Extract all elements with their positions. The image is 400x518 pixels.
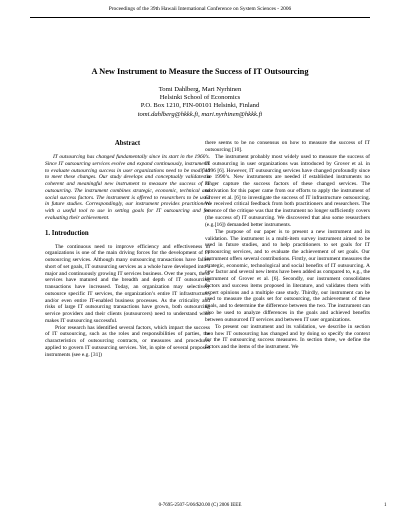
- author-names: Tomi Dahlberg, Mari Nyrhinen: [158, 86, 242, 93]
- author-block: [0, 86, 400, 119]
- copyright-footer: 0-7695-2507-5/06/$20.00 (C) 2006 IEEE: [158, 503, 242, 508]
- introduction-body: [45, 244, 210, 359]
- abstract-heading: Abstract: [114, 140, 141, 147]
- body-paragraph: The purpose of our paper is to present a new instrument and its validation. The instrument is a multi-item survey instrument aimed to be used in future studies, and to help practitioners to set goals for IT outsourcing services, and to evaluate the achievement of set goals. Our instrument offers several contributions. Firstly, our instrument measures the strategic, economic, technological and social benefits of IT outsourcing. A new factor and several new items have been added as compared to, e.g., the instrument of Grover et al. [6]. Secondly, our instrument consolidates factors and success items proposed in literature, and validates them with expert opinions and a multiple case study. Thirdly, our instrument can be used to measure the goals set for outsourcing, the achievement of these goals, and to determine the difference between the two. The instrument can also be used to analyze differences in the goals and achieved benefits between outsourced IT services and between IT user organizations.: [205, 228, 370, 323]
- abstract-body: [45, 154, 210, 222]
- abstract-paragraph: IT outsourcing has changed fundamentally since its start in the 1960’s. Since IT outsourcing services evolve and expand continuously, instruments to evaluate outsourcing success in user organizations need to be modified to meet these changes. Our study develops and conceptually validates a coherent and meaningful new instrument to measure the success of IT outsourcing. The instrument combines strategic, economic, technical and social success factors. The instrument is offered to researchers to be used in future studies. Correspondingly, our instrument provides practitioners with a useful tool to use in setting goals for IT outsourcing and for evaluating their achievement.: [45, 154, 210, 221]
- right-column: [205, 140, 370, 351]
- postal-address: P.O. Box 1210, FIN-00101 Helsinki, Finland: [140, 102, 260, 110]
- body-paragraph: The continuous need to improve efficiency and effectiveness in organizations is one of the main driving forces for the development of IT outsourcing services. Although many outsourcing transactions have fallen short of set goals, IT outsourcing services as a whole have developed into a major and continuously growing IT services business. Over the years, these services have matured and the breadth and depth of IT outsourcing transactions have increased. Today, an organization may selectively outsource specific IT services, the organization’s entire IT infrastructure, and/or even entire IT-enabled business processes. As the criticality and risks of large IT outsourcing transactions have grown, both outsourcing service providers and their clients (outsourcers) need to understand what makes IT outsourcing successful.: [45, 243, 210, 324]
- proceedings-header: Proceedings of the 39th Hawaii International Conference on System Sciences - 2006: [108, 6, 292, 12]
- introduction-heading: 1. Introduction: [45, 229, 89, 237]
- header-rule: [30, 17, 370, 18]
- body-paragraph: To present our instrument and its validation, we describe in section two how IT outsourcing has changed and by doing so specify the context for the IT outsourcing success measures. In section three, we define the factors and the items of the instrument. We: [205, 323, 370, 350]
- body-paragraph-continued: there seems to be no consensus on how to measure the success of IT outsourcing [10].: [205, 140, 370, 153]
- author-emails: tomi.dahlberg@hkkk.fi, mari.nyrhinen@hkkk.fi: [137, 110, 263, 118]
- affiliation: Helsinki School of Economics: [159, 94, 241, 102]
- body-paragraph: The instrument probably most widely used to measure the success of IT outsourcing in user organizations was introduced by Grover et al. in 1996 [6]. However, IT outsourcing services have changed profoundly since the 1990’s. New instruments are needed if established instruments no longer capture the success factors of these changed services. The motivation for this paper came from our efforts to apply the instrument of Grover et al. [6] to investigate the success of IT infrastructure outsourcing. We received critical feedback from both practitioners and researchers. The essence of the critique was that the instrument no longer sufficiently covers (the success of) IT outsourcing. We discovered that also some researchers (e.g.[16]) demanded better instruments.: [205, 154, 370, 228]
- body-paragraph: Prior research has identified several factors, which impact the success of IT outsourcing, such as the roles and responsibilities of parties, the characteristics of outsourcing contracts, or measures and procedures applied to govern IT outsourcing services. Yet, in spite of several proposed instruments (see e.g. [31]): [45, 324, 210, 358]
- paper-title: A New Instrument to Measure the Success of IT Outsourcing: [91, 67, 309, 76]
- page-number: 1: [384, 503, 387, 508]
- left-column: [45, 140, 210, 358]
